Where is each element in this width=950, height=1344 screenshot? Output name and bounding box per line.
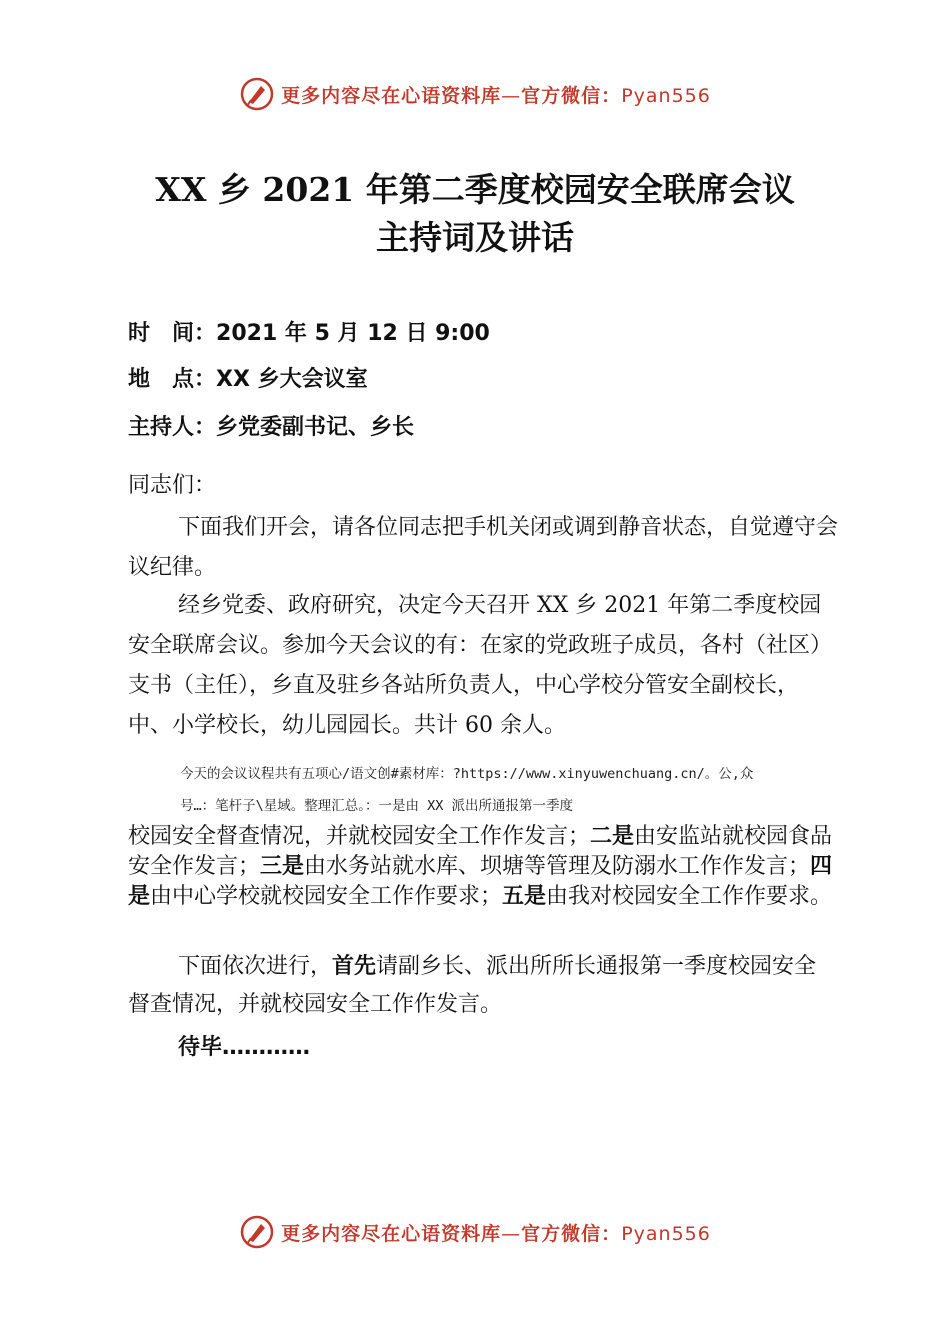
closing-line: 待毕………… bbox=[178, 1035, 311, 1060]
footer-watermark bbox=[0, 1212, 950, 1252]
meeting-host: 主持人：乡党委副书记、乡长 bbox=[128, 415, 415, 440]
title-line-1: XX 乡 2021 年第二季度校园安全联席会议 bbox=[155, 170, 795, 209]
paragraph-3: 下面依次进行，首先请副乡长、派出所所长通报第一季度校园安全督查情况，并就校园安全工作作发言。 bbox=[128, 954, 817, 1017]
agenda-paragraph: 校园安全督查情况，并就校园安全工作作发言；二是由安监站就校园食品安全作发言；三是由水务站就水库、坝塘等管理及防溺水工作作发言；四是由中心学校就校园安全工作作要求；五是由我对校园安全工作作要求。 bbox=[128, 824, 833, 909]
document-title bbox=[0, 166, 950, 262]
paragraph-1: 下面我们开会，请各位同志把手机关闭或调到静音状态，自觉遵守会议纪律。 bbox=[128, 515, 839, 580]
meeting-place: 地 点：XX 乡大会议室 bbox=[128, 367, 368, 392]
title-line-2: 主持词及讲话 bbox=[376, 218, 574, 257]
pen-nib-logo-icon bbox=[239, 76, 275, 112]
paragraph-2: 经乡党委、政府研究，决定今天召开 XX 乡 2021 年第二季度校园安全联席会议。参加今天会议的有：在家的党政班子成员，各村（社区）支书（主任），乡直及驻乡各站所负责人，中心学校分管安全副校长，中、小学校长，幼儿园园长。共计 60 余人。 bbox=[128, 593, 833, 738]
watermark-text: 更多内容尽在心语资料库—官方微信：Pyan556 bbox=[281, 84, 711, 107]
inserted-note-line-2: 号…：笔杆子\星域。整理汇总。：一是由 XX 派出所通报第一季度 bbox=[180, 798, 574, 814]
meeting-time: 时 间：2021 年 5 月 12 日 9:00 bbox=[128, 321, 490, 346]
pen-nib-logo-icon bbox=[239, 1214, 275, 1250]
watermark-text: 更多内容尽在心语资料库—官方微信：Pyan556 bbox=[281, 1222, 711, 1245]
inserted-note-line-1: 今天的会议议程共有五项心/语文创#素材库：?https://www.xinyuwenchuang.cn/。公,众 bbox=[180, 766, 754, 782]
header-watermark bbox=[0, 74, 950, 114]
greeting: 同志们： bbox=[128, 473, 217, 498]
